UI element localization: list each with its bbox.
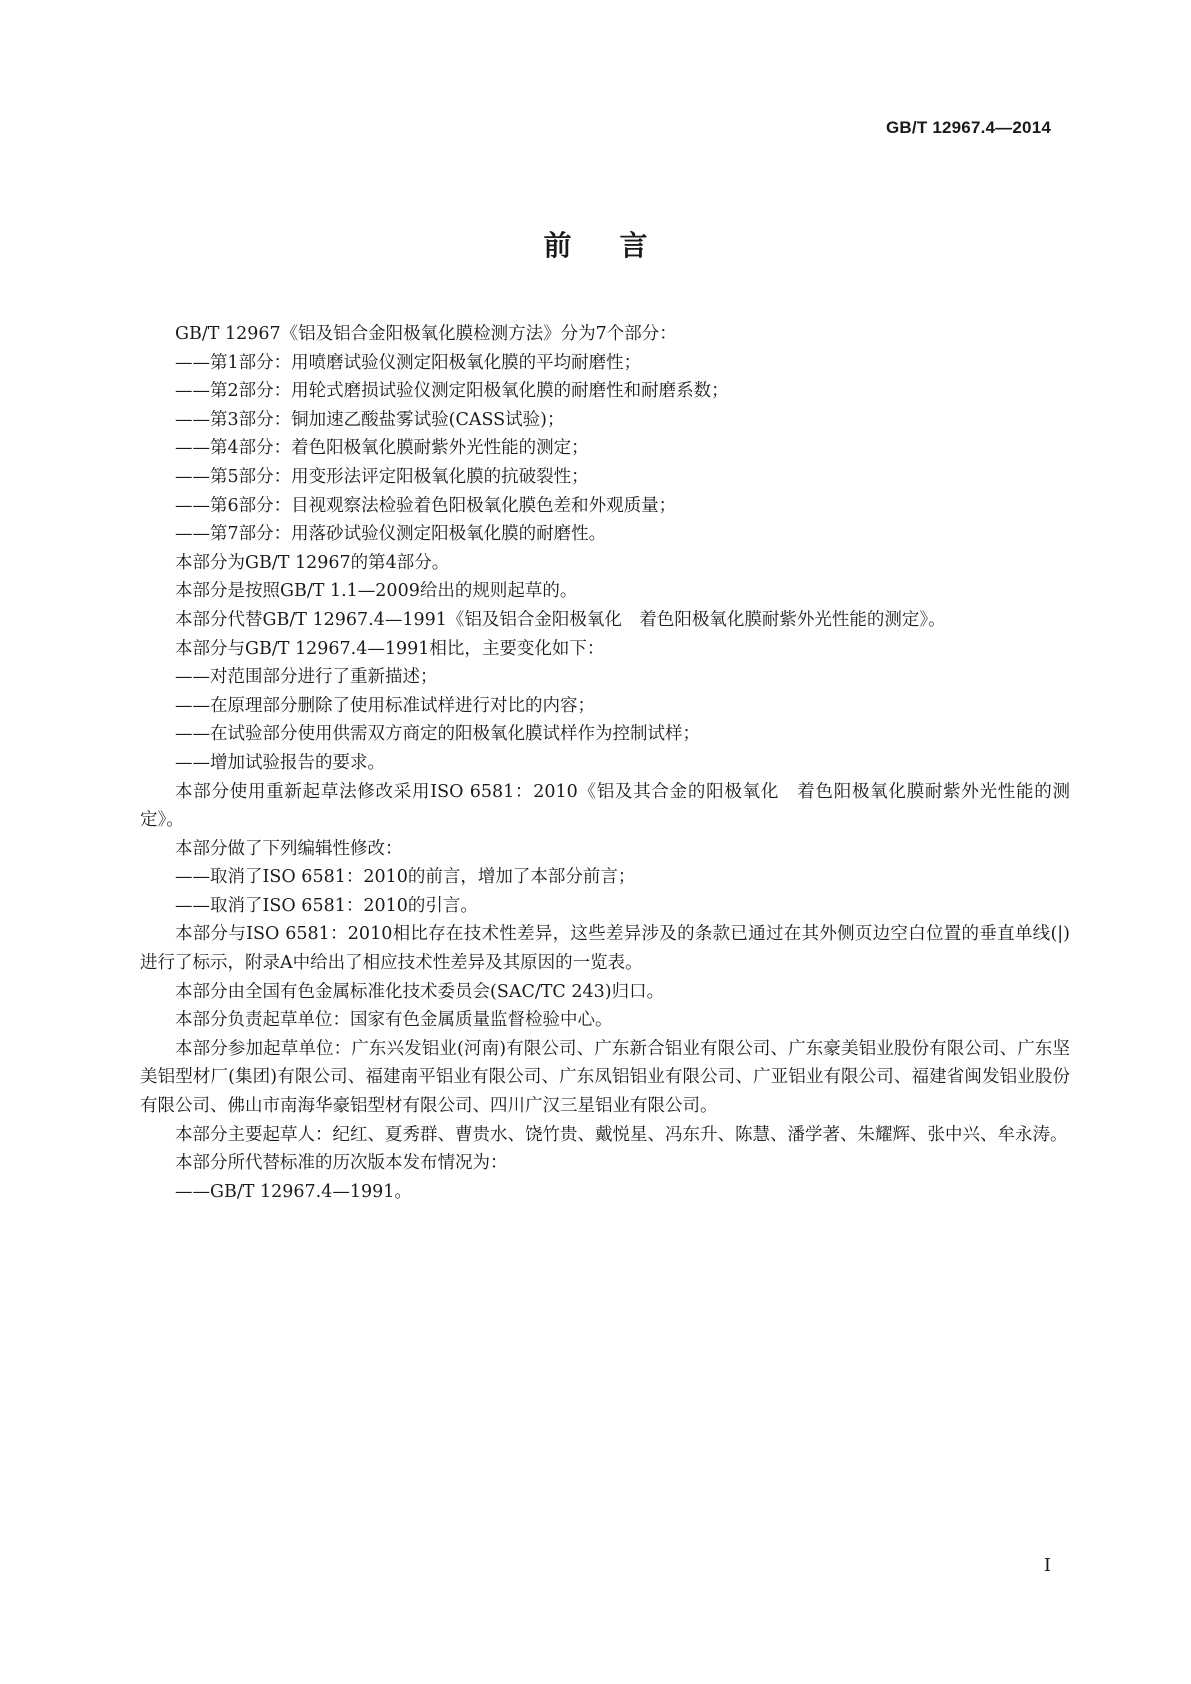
paragraph-adoption: 本部分使用重新起草法修改采用ISO 6581：2010《铝及其合金的阳极氧化 着色阳极氧化膜耐紫外光性能的测定》。 [140, 781, 1070, 831]
list-item-part-4: ——第4部分：着色阳极氧化膜耐紫外光性能的测定； [175, 438, 589, 459]
paragraph-parts-intro: GB/T 12967《铝及铝合金阳极氧化膜检测方法》分为7个部分： [175, 324, 677, 344]
paragraph-replaces: 本部分代替GB/T 12967.4—1991《铝及铝合金阳极氧化 着色阳极氧化膜耐紫外光性能的测定》。 [175, 609, 946, 630]
paragraph-committee: 本部分由全国有色金属标准化技术委员会(SAC/TC 243)归口。 [175, 981, 665, 1002]
foreword-body [140, 320, 1070, 1206]
paragraph-changes-intro: 本部分与GB/T 12967.4—1991相比，主要变化如下： [175, 638, 605, 659]
list-item-part-2: ——第2部分：用轮式磨损试验仪测定阳极氧化膜的耐磨性和耐磨系数； [175, 381, 729, 402]
list-item-part-1: ——第1部分：用喷磨试验仪测定阳极氧化膜的平均耐磨性； [175, 352, 642, 373]
page-number: I [1043, 1555, 1051, 1576]
list-item-part-6: ——第6部分：目视观察法检验着色阳极氧化膜色差和外观质量； [175, 495, 677, 516]
paragraph-drafters: 本部分主要起草人：纪红、夏秀群、曹贵水、饶竹贵、戴悦星、冯东升、陈慧、潘学著、朱耀辉、张中兴、牟永涛。 [175, 1124, 1068, 1145]
list-item-change-2: ——在原理部分删除了使用标准试样进行对比的内容； [175, 695, 595, 716]
paragraph-participating-units: 本部分参加起草单位：广东兴发铝业(河南)有限公司、广东新合铝业有限公司、广东豪美铝业股份有限公司、广东坚美铝型材厂(集团)有限公司、福建南平铝业有限公司、广东凤铝铝业有限公司、广亚铝业有限公司、福建省闽发铝业股份有限公司、佛山市南海华豪铝型材有限公司、四川广汉三星铝业有限公司。 [140, 1038, 1070, 1117]
paragraph-technical-differences: 本部分与ISO 6581：2010相比存在技术性差异，这些差异涉及的条款已通过在其外侧页边空白位置的垂直单线(|)进行了标示，附录A中给出了相应技术性差异及其原因的一览表。 [140, 924, 1070, 974]
list-item-editorial-2: ——取消了ISO 6581：2010的引言。 [175, 895, 478, 916]
list-item-editorial-1: ——取消了ISO 6581：2010的前言，增加了本部分前言； [175, 867, 636, 888]
list-item-change-4: ——增加试验报告的要求。 [175, 752, 385, 773]
page-title: 前言 [543, 229, 696, 262]
list-item-change-3: ——在试验部分使用供需双方商定的阳极氧化膜试样作为控制试样； [175, 724, 700, 745]
list-item-part-3: ——第3部分：铜加速乙酸盐雾试验(CASS试验)； [175, 409, 565, 430]
list-item-history-1: ——GB/T 12967.4—1991。 [175, 1181, 412, 1202]
standard-code: GB/T 12967.4—2014 [886, 118, 1051, 137]
paragraph-history-intro: 本部分所代替标准的历次版本发布情况为： [175, 1153, 508, 1174]
list-item-change-1: ——对范围部分进行了重新描述； [175, 667, 438, 688]
paragraph-responsible-unit: 本部分负责起草单位：国家有色金属质量监督检验中心。 [175, 1010, 613, 1031]
paragraph-editorial-intro: 本部分做了下列编辑性修改： [175, 838, 403, 859]
paragraph-drafting-rules: 本部分是按照GB/T 1.1—2009给出的规则起草的。 [175, 581, 578, 602]
list-item-part-5: ——第5部分：用变形法评定阳极氧化膜的抗破裂性； [175, 466, 589, 487]
list-item-part-7: ——第7部分：用落砂试验仪测定阳极氧化膜的耐磨性。 [175, 524, 607, 545]
paragraph-this-part: 本部分为GB/T 12967的第4部分。 [175, 552, 450, 573]
